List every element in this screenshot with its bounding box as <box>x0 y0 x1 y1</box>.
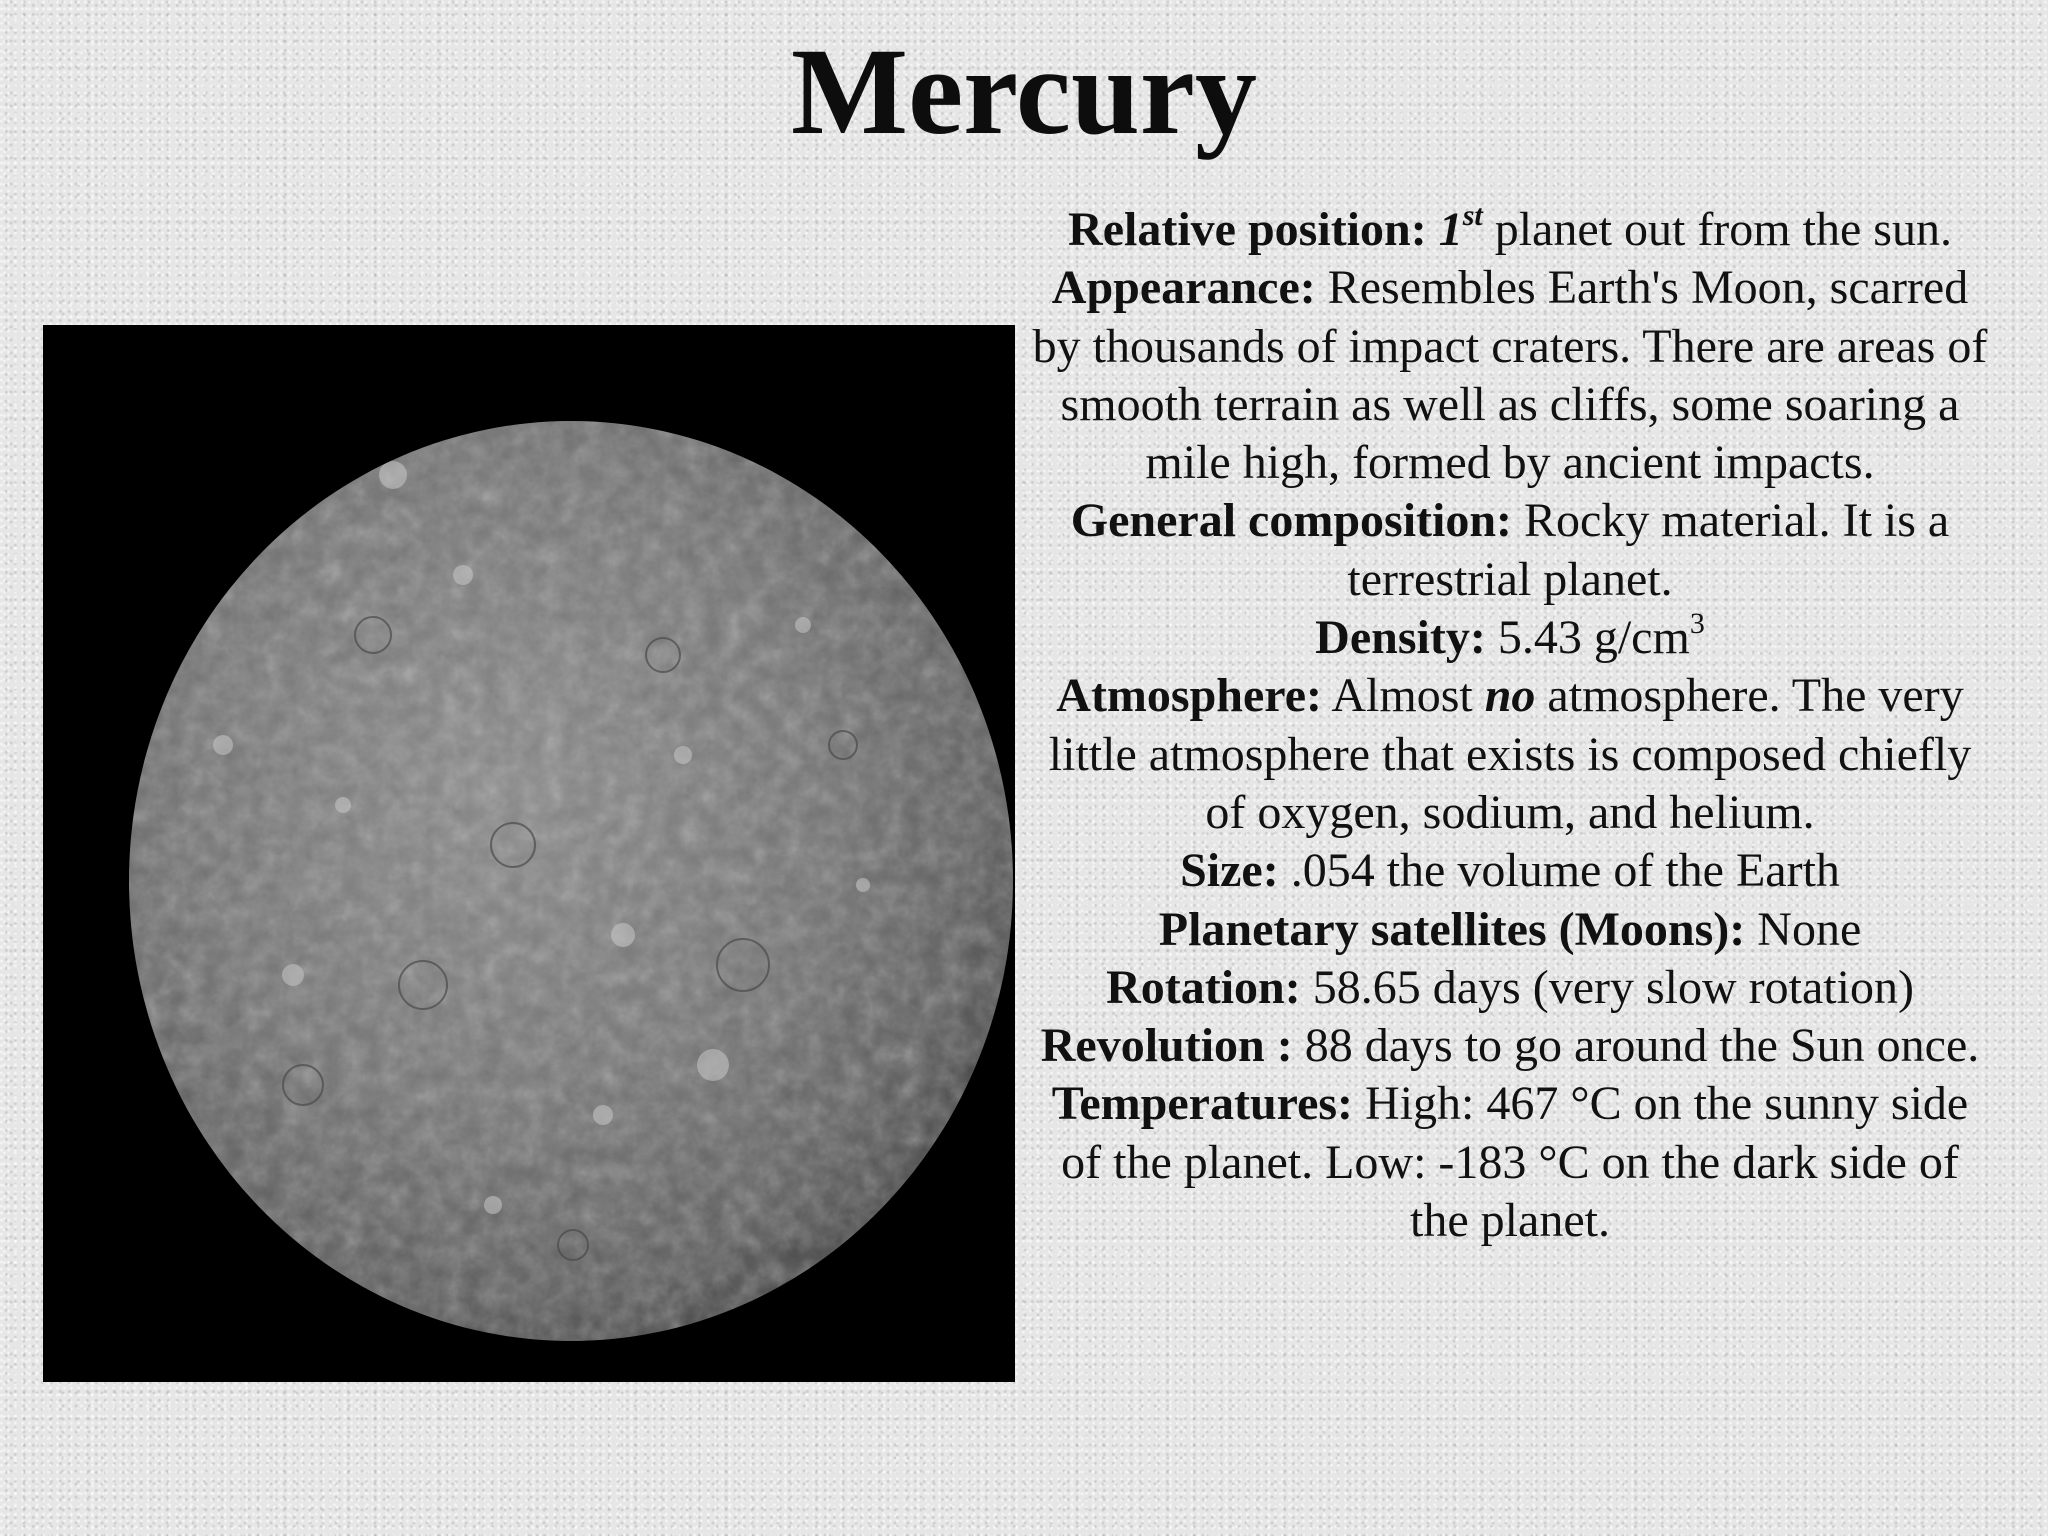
fact-value: atmosphere. The very little atmosphere that exists is composed chiefly of oxygen, sodium, and helium. <box>1048 669 1972 839</box>
mercury-planet-image <box>43 325 1015 1382</box>
mercury-photo <box>43 325 1015 1382</box>
fact-label: General composition: <box>1070 494 1513 548</box>
fact-label: Size: <box>1180 844 1279 898</box>
fact-value: 88 days to go around the Sun once. <box>1292 1019 1980 1073</box>
fact-value: 58.65 days (very slow rotation) <box>1300 960 1914 1014</box>
fact-label: Appearance: <box>1051 261 1316 315</box>
fact-size <box>1030 842 1990 900</box>
fact-value-superscript: st <box>1462 199 1483 232</box>
fact-label: Relative position: <box>1068 203 1427 256</box>
fact-label: Planetary satellites (Moons): <box>1158 902 1746 956</box>
fact-value-ordinal: 1 <box>1438 203 1463 256</box>
fact-relative-position <box>1030 201 1990 259</box>
fact-value-emphasis: no <box>1484 669 1536 723</box>
planet-facts <box>1030 201 1990 1250</box>
fact-temperatures <box>1030 1075 1990 1250</box>
fact-value: Resembles Earth's Moon, scarred by thousands of impact craters. There are areas of smooth terrain as well as cliffs, some soaring a mile high, formed by ancient impacts. <box>1032 261 1988 490</box>
fact-label: Temperatures: <box>1051 1077 1354 1131</box>
fact-label: Atmosphere: <box>1056 669 1323 723</box>
fact-revolution <box>1030 1017 1990 1075</box>
fact-rotation <box>1030 959 1990 1017</box>
fact-value: None <box>1745 902 1862 956</box>
fact-label: Revolution : <box>1040 1019 1293 1073</box>
fact-label: Density: <box>1315 611 1486 665</box>
fact-planetary-satellites <box>1030 901 1990 959</box>
fact-value: .054 the volume of the Earth <box>1278 844 1840 898</box>
fact-atmosphere <box>1030 667 1990 842</box>
fact-value: High: 467 °C on the sunny side of the planet. Low: -183 °C on the dark side of the planet. <box>1061 1077 1969 1248</box>
fact-value: Rocky material. It is a terrestrial planet. <box>1347 494 1950 606</box>
fact-general-composition <box>1030 492 1990 609</box>
fact-value: planet out from the sun. <box>1482 203 1952 256</box>
fact-value: Almost <box>1322 669 1485 723</box>
slide-title: Mercury <box>791 23 1257 160</box>
fact-appearance <box>1030 259 1990 492</box>
fact-value: 5.43 g/cm <box>1485 611 1690 665</box>
fact-density <box>1030 609 1990 667</box>
fact-label: Rotation: <box>1106 960 1301 1014</box>
fact-value-superscript: 3 <box>1689 607 1705 641</box>
